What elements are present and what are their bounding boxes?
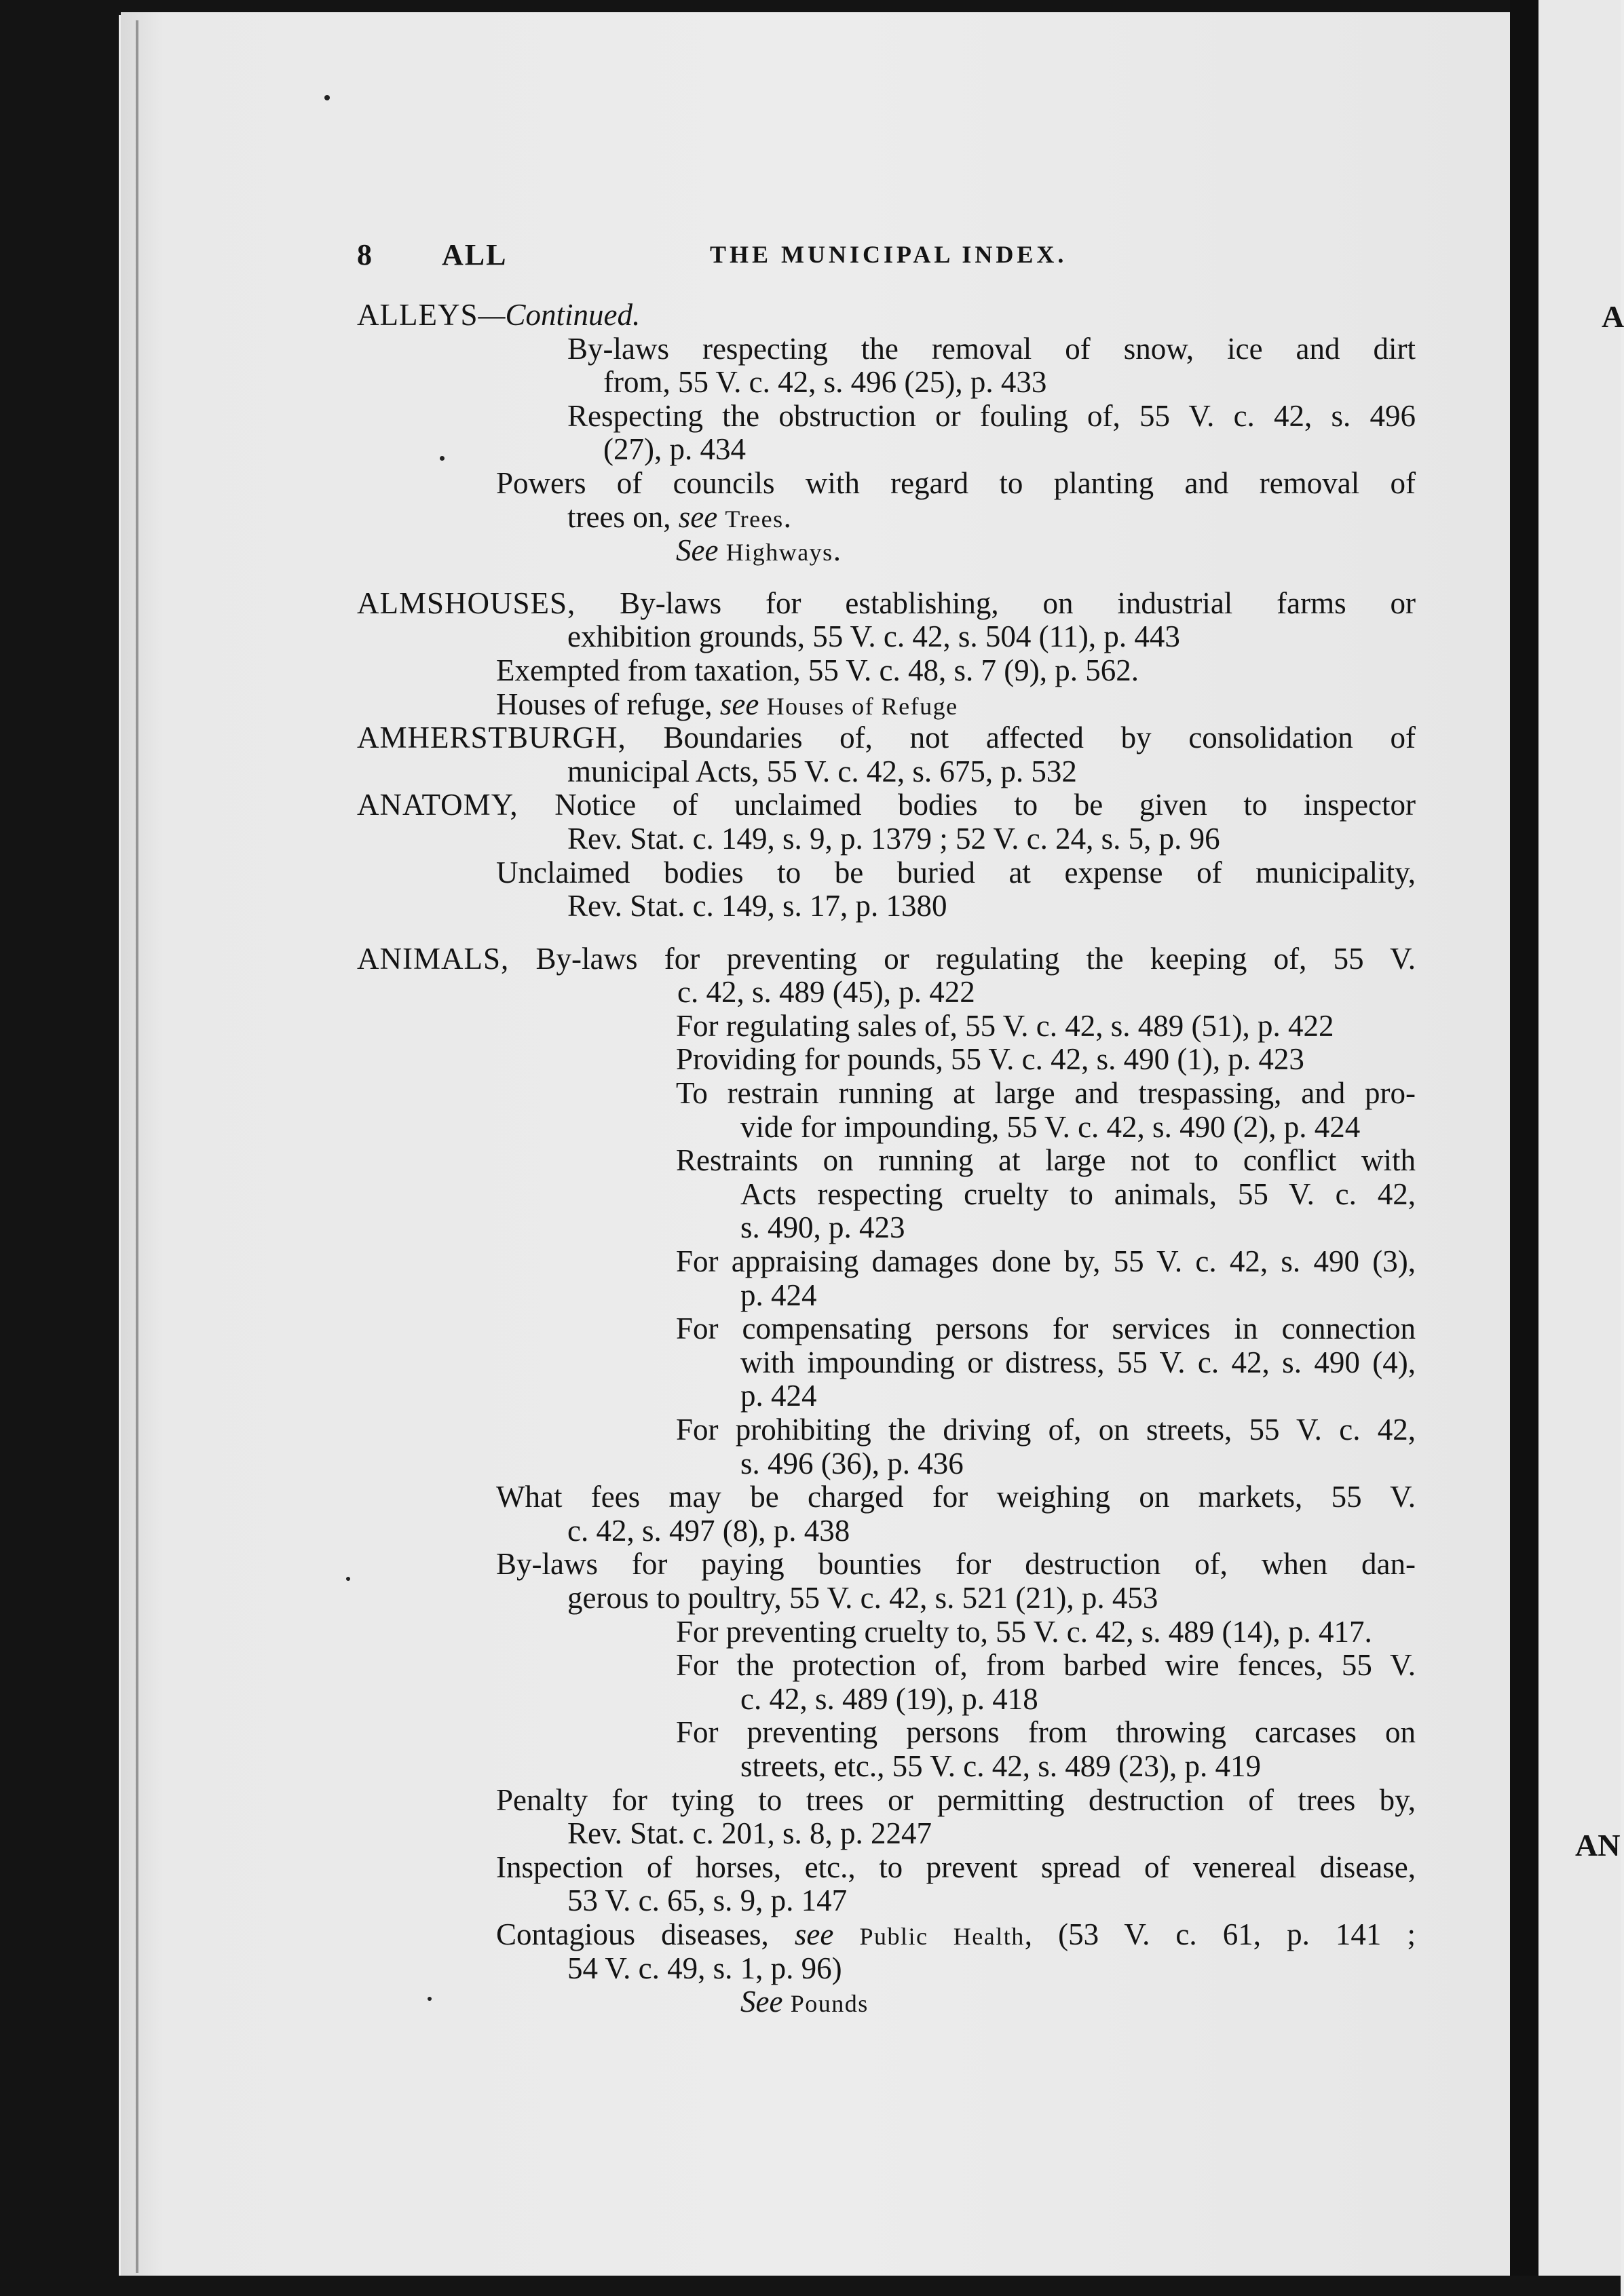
- index-line: ANATOMY, Notice of unclaimed bodies to be given to inspector: [357, 788, 1416, 822]
- running-header: [357, 237, 1416, 285]
- entry-heading: AMHERSTBURGH,: [357, 721, 626, 755]
- index-line: Powers of councils with regard to planting and removal of: [496, 465, 1416, 500]
- adjacent-page-letter: A: [1602, 299, 1624, 334]
- index-line: Restraints on running at large not to conflict with: [676, 1143, 1416, 1178]
- index-line: Exempted from taxation, 55 V. c. 48, s. 7 (9), p. 562.: [496, 653, 1139, 687]
- index-letter-range: ALL: [442, 238, 508, 271]
- index-line: c. 42, s. 497 (8), p. 438: [567, 1513, 850, 1548]
- film-frame-bottom: [0, 2276, 1621, 2296]
- index-line: ALMSHOUSES, By-laws for establishing, on industrial farms or: [357, 586, 1416, 620]
- index-line: For preventing persons from throwing carcases on: [676, 1715, 1416, 1750]
- index-line: ANIMALS, By-laws for preventing or regulating the keeping of, 55 V.: [357, 941, 1416, 976]
- index-line: AMHERSTBURGH, Boundaries of, not affected by consolidation of: [357, 721, 1416, 755]
- index-line: Rev. Stat. c. 149, s. 9, p. 1379 ; 52 V. c. 24, s. 5, p. 96: [567, 821, 1220, 856]
- index-line: For appraising damages done by, 55 V. c. 42, s. 490 (3),: [676, 1244, 1416, 1279]
- cross-reference: Pounds: [790, 1990, 869, 2018]
- index-line: 54 V. c. 49, s. 1, p. 96): [567, 1951, 842, 1985]
- index-line: streets, etc., 55 V. c. 42, s. 489 (23), p. 419: [740, 1748, 1261, 1783]
- entry-heading: ALLEYS: [357, 298, 478, 332]
- page-number: 8: [357, 238, 372, 271]
- index-line: For preventing cruelty to, 55 V. c. 42, s. 489 (14), p. 417.: [676, 1614, 1372, 1649]
- index-line: Providing for pounds, 55 V. c. 42, s. 490 (1), p. 423: [676, 1042, 1304, 1077]
- index-line: with impounding or distress, 55 V. c. 42, s. 490 (4),: [740, 1345, 1416, 1379]
- index-line: ALLEYS—Continued.: [357, 298, 641, 332]
- index-line: 53 V. c. 65, s. 9, p. 147: [567, 1883, 848, 1918]
- index-line: Rev. Stat. c. 201, s. 8, p. 2247: [567, 1816, 932, 1851]
- index-line: Inspection of horses, etc., to prevent spread of venereal disease,: [496, 1850, 1416, 1884]
- index-line: from, 55 V. c. 42, s. 496 (25), p. 433: [603, 365, 1047, 400]
- index-line: Respecting the obstruction or fouling of, 55 V. c. 42, s. 496: [567, 398, 1416, 433]
- index-line: gerous to poultry, 55 V. c. 42, s. 521 (21), p. 453: [567, 1580, 1158, 1615]
- index-line: s. 496 (36), p. 436: [740, 1446, 964, 1480]
- film-frame-left: [0, 0, 119, 2296]
- index-line: vide for impounding, 55 V. c. 42, s. 490 (2), p. 424: [740, 1109, 1361, 1144]
- entry-heading: ANATOMY,: [357, 788, 518, 822]
- index-line: (27), p. 434: [603, 432, 746, 467]
- adjacent-page-fragment: [1538, 0, 1624, 2296]
- index-line: Contagious diseases, see Public Health, (53 V. c. 61, p. 141 ;: [496, 1917, 1416, 1951]
- index-line: municipal Acts, 55 V. c. 42, s. 675, p. 532: [567, 754, 1077, 788]
- index-entries: [357, 299, 1416, 2019]
- page-edge-shadow: [136, 20, 138, 2273]
- index-line: Unclaimed bodies to be buried at expense of municipality,: [496, 855, 1416, 889]
- index-line: Penalty for tying to trees or permitting destruction of trees by,: [496, 1782, 1416, 1817]
- cross-reference: Trees: [725, 505, 784, 533]
- index-line: c. 42, s. 489 (45), p. 422: [677, 975, 975, 1010]
- index-line: For compensating persons for services in connection: [676, 1312, 1416, 1346]
- cross-reference: Houses of Refuge: [766, 692, 958, 720]
- cross-reference: Highways: [725, 539, 833, 567]
- cross-reference: Public Health: [859, 1922, 1025, 1950]
- film-gutter: [1510, 0, 1538, 2296]
- index-line: p. 424: [740, 1379, 817, 1413]
- index-line: What fees may be charged for weighing on markets, 55 V.: [496, 1480, 1416, 1514]
- index-line: By-laws for paying bounties for destruction of, when dan-: [496, 1547, 1416, 1582]
- index-line: For regulating sales of, 55 V. c. 42, s. 489 (51), p. 422: [676, 1008, 1334, 1043]
- index-line: To restrain running at large and trespassing, and pro-: [676, 1076, 1416, 1111]
- index-line: See Pounds: [740, 1985, 869, 2019]
- scan-speck: [324, 95, 330, 100]
- index-line: exhibition grounds, 55 V. c. 42, s. 504 (11), p. 443: [567, 619, 1180, 654]
- index-line: s. 490, p. 423: [740, 1210, 905, 1245]
- index-line: p. 424: [740, 1278, 817, 1312]
- adjacent-page-letter: AN: [1575, 1828, 1621, 1862]
- index-line: trees on, see Trees.: [567, 499, 791, 534]
- index-line: c. 42, s. 489 (19), p. 418: [740, 1681, 1038, 1716]
- entry-heading: ALMSHOUSES,: [357, 586, 576, 620]
- index-line: By-laws respecting the removal of snow, ice and dirt: [567, 331, 1416, 366]
- index-line: For the protection of, from barbed wire fences, 55 V.: [676, 1648, 1416, 1683]
- index-line: Houses of refuge, see Houses of Refuge: [496, 687, 958, 721]
- index-line: For prohibiting the driving of, on streets, 55 V. c. 42,: [676, 1413, 1416, 1447]
- scan-speck: [346, 1577, 350, 1581]
- index-line: Acts respecting cruelty to animals, 55 V. c. 42,: [740, 1176, 1416, 1211]
- book-title: THE MUNICIPAL INDEX.: [710, 241, 1068, 268]
- entry-heading: ANIMALS,: [357, 941, 510, 976]
- index-line: See Highways.: [676, 533, 841, 568]
- index-line: Rev. Stat. c. 149, s. 17, p. 1380: [567, 889, 947, 923]
